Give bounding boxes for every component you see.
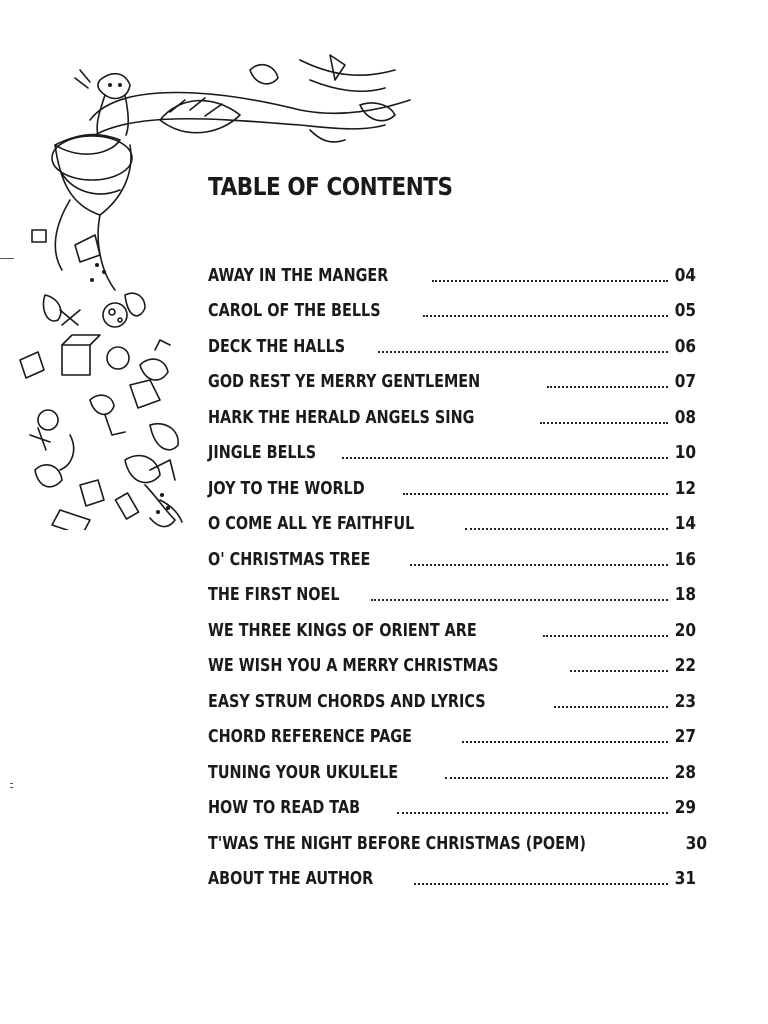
toc-entry-page-number: 28: [674, 761, 696, 783]
toc-dot-leader: [554, 705, 668, 708]
toc-entry-page-number: 20: [674, 619, 696, 641]
toc-entry-label: T'WAS THE NIGHT BEFORE CHRISTMAS (POEM): [208, 832, 586, 854]
toc-dot-leader: [410, 563, 668, 566]
toc-entry-page-number: 07: [674, 371, 696, 392]
toc-dot-leader: [540, 421, 668, 424]
toc-dot-leader: [423, 314, 668, 317]
toc-entry-label: EASY STRUM CHORDS AND LYRICS: [208, 690, 486, 712]
toc-dot-leader: [465, 527, 668, 530]
toc-entry: [208, 285, 696, 321]
toc-entry-page-number: 10: [674, 442, 696, 463]
toc-entry-label: WE WISH YOU A MERRY CHRISTMAS: [208, 655, 499, 676]
toc-entry-page-number: 12: [674, 477, 696, 499]
toc-entry: [208, 817, 708, 854]
toc-entry: [208, 640, 696, 676]
toc-entry-page-number: 23: [674, 690, 696, 712]
toc-entry: [208, 711, 696, 747]
toc-entry-label: JINGLE BELLS: [208, 442, 317, 463]
toc-dot-leader: [397, 811, 668, 814]
toc-entry: [208, 462, 696, 498]
edge-mark: [10, 787, 13, 788]
table-of-contents: [208, 249, 708, 889]
toc-entry-label: AWAY IN THE MANGER: [208, 264, 389, 286]
toc-entry: [208, 675, 696, 711]
toc-entry-page-number: 27: [674, 726, 696, 747]
toc-entry-page-number: 04: [674, 264, 696, 286]
toc-dot-leader: [432, 279, 667, 282]
toc-entry: [208, 498, 696, 534]
toc-entry: [208, 853, 696, 889]
toc-entry-page-number: 18: [674, 584, 696, 605]
toc-entry: [208, 320, 696, 356]
toc-entry-page-number: 31: [674, 868, 696, 889]
toc-entry-label: HARK THE HERALD ANGELS SING: [208, 406, 475, 428]
edge-mark: [10, 783, 13, 784]
toc-entry-label: ABOUT THE AUTHOR: [208, 868, 374, 889]
toc-entry-label: CAROL OF THE BELLS: [208, 300, 381, 321]
toc-entry-label: CHORD REFERENCE PAGE: [208, 726, 412, 747]
toc-entry: [208, 782, 696, 818]
toc-entry: [208, 604, 696, 640]
toc-entry-page-number: 16: [674, 548, 696, 570]
toc-entry-label: DECK THE HALLS: [208, 335, 346, 357]
toc-entry-page-number: 08: [674, 406, 696, 428]
toc-dot-leader: [543, 634, 668, 637]
toc-entry: [208, 356, 696, 392]
toc-entry-label: GOD REST YE MERRY GENTLEMEN: [208, 371, 481, 392]
toc-dot-leader: [378, 350, 667, 353]
toc-dot-leader: [342, 456, 668, 459]
toc-entry: [208, 391, 696, 427]
toc-entry-label: HOW TO READ TAB: [208, 797, 361, 818]
toc-entry-label: O COME ALL YE FAITHFUL: [208, 513, 415, 534]
toc-entry-page-number: 30: [686, 832, 708, 854]
toc-entry: [208, 533, 696, 569]
toc-dot-leader: [570, 669, 668, 672]
toc-entry-label: THE FIRST NOEL: [208, 584, 340, 605]
toc-entry: [208, 746, 696, 782]
toc-entry-page-number: 06: [674, 335, 696, 357]
toc-entry-label: TUNING YOUR UKULELE: [208, 761, 399, 783]
toc-entry-page-number: 05: [674, 300, 696, 321]
toc-entry: [208, 249, 696, 285]
toc-entry-label: WE THREE KINGS OF ORIENT ARE: [208, 619, 477, 641]
toc-dot-leader: [414, 882, 668, 885]
toc-entry-page-number: 22: [674, 655, 696, 676]
toc-dot-leader: [462, 740, 668, 743]
toc-entry-label: O' CHRISTMAS TREE: [208, 548, 371, 570]
toc-entry: [208, 427, 696, 463]
toc-dot-leader: [403, 492, 668, 495]
toc-entry-label: JOY TO THE WORLD: [208, 477, 365, 499]
toc-dot-leader: [445, 776, 668, 779]
toc-entry-page-number: 14: [674, 513, 696, 534]
toc-dot-leader: [371, 598, 668, 601]
toc-entry: [208, 569, 696, 605]
toc-dot-leader: [547, 385, 668, 388]
page-title: TABLE OF CONTENTS: [208, 172, 453, 201]
toc-entry-page-number: 29: [674, 797, 696, 818]
